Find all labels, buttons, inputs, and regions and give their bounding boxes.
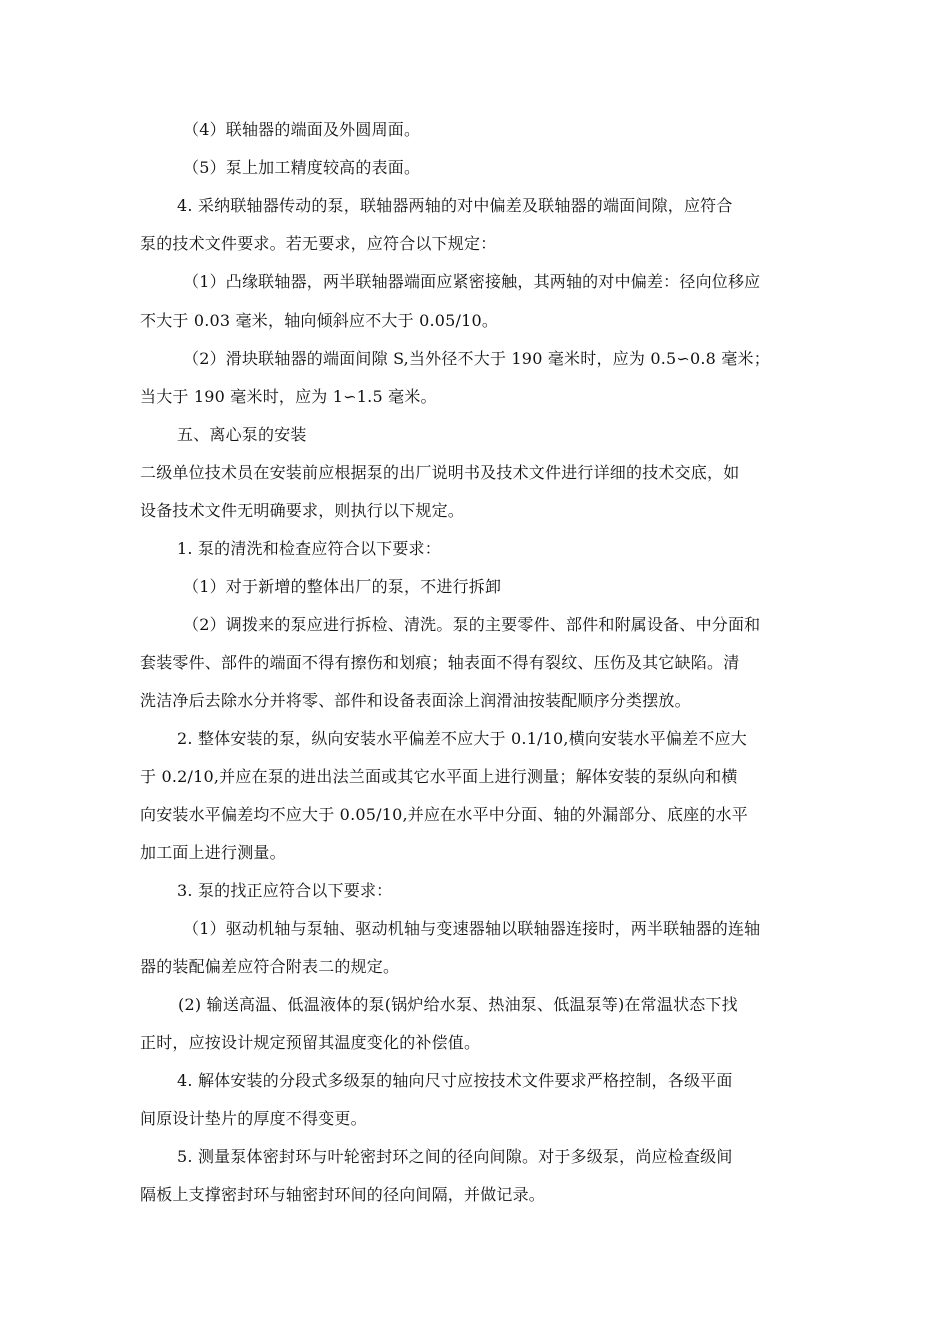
paragraph-line: 间原设计垫片的厚度不得变更。 xyxy=(140,1109,367,1128)
paragraph-line: 洗洁净后去除水分并将零、部件和设备表面涂上润滑油按装配顺序分类摆放。 xyxy=(140,691,691,710)
paragraph-line: （1）对于新增的整体出厂的泵，不进行拆卸 xyxy=(183,577,502,596)
paragraph-line: （2）调拨来的泵应进行拆检、清洗。泵的主要零件、部件和附属设备、中分面和 xyxy=(183,615,761,634)
paragraph-line: 套装零件、部件的端面不得有擦伤和划痕；轴表面不得有裂纹、压伤及其它缺陷。清 xyxy=(140,653,740,672)
paragraph-line: 二级单位技术员在安装前应根据泵的出厂说明书及技术文件进行详细的技术交底，如 xyxy=(140,463,740,482)
paragraph-line: 4. 采纳联轴器传动的泵，联轴器两轴的对中偏差及联轴器的端面间隙，应符合 xyxy=(177,196,733,215)
paragraph-line: 泵的技术文件要求。若无要求，应符合以下规定： xyxy=(140,234,497,253)
paragraph-line: 于 0.2/10,并应在泵的进出法兰面或其它水平面上进行测量；解体安装的泵纵向和横 xyxy=(140,767,738,786)
paragraph-line: 1. 泵的清洗和检查应符合以下要求： xyxy=(177,539,441,558)
paragraph-line: 5. 测量泵体密封环与叶轮密封环之间的径向间隙。对于多级泵，尚应检查级间 xyxy=(177,1147,733,1166)
paragraph-line: 3. 泵的找正应符合以下要求： xyxy=(177,881,393,900)
list-item-pump-precision-surface: （5）泵上加工精度较高的表面。 xyxy=(183,158,421,177)
paragraph-line: （1）凸缘联轴器，两半联轴器端面应紧密接触，其两轴的对中偏差：径向位移应 xyxy=(183,272,761,291)
paragraph-line: 设备技术文件无明确要求，则执行以下规定。 xyxy=(140,501,465,520)
paragraph-line: (2) 输送高温、低温液体的泵(锅炉给水泵、热油泵、低温泵等)在常温状态下找 xyxy=(178,995,738,1014)
paragraph-line: 4. 解体安装的分段式多级泵的轴向尺寸应按技术文件要求严格控制，各级平面 xyxy=(177,1071,733,1090)
paragraph-line: 当大于 190 毫米时，应为 1∽1.5 毫米。 xyxy=(140,387,437,406)
section-heading: 五、离心泵的安装 xyxy=(177,425,307,444)
paragraph-line: 向安装水平偏差均不应大于 0.05/10,并应在水平中分面、轴的外漏部分、底座的水平 xyxy=(140,805,748,824)
paragraph-line: 隔板上支撑密封环与轴密封环间的径向间隔，并做记录。 xyxy=(140,1185,546,1204)
list-item-coupling-end-face: （4）联轴器的端面及外圆周面。 xyxy=(183,120,421,139)
paragraph-line: 正时，应按设计规定预留其温度变化的补偿值。 xyxy=(140,1033,481,1052)
paragraph-line: 加工面上进行测量。 xyxy=(140,843,286,862)
paragraph-line: 器的装配偏差应符合附表二的规定。 xyxy=(140,957,400,976)
paragraph-line: （2）滑块联轴器的端面间隙 S,当外径不大于 190 毫米时，应为 0.5∽0.8 毫米； xyxy=(183,349,770,368)
paragraph-line: （1）驱动机轴与泵轴、驱动机轴与变速器轴以联轴器连接时，两半联轴器的连轴 xyxy=(183,919,761,938)
paragraph-line: 2. 整体安装的泵，纵向安装水平偏差不应大于 0.1/10,横向安装水平偏差不应大 xyxy=(177,729,747,748)
paragraph-line: 不大于 0.03 毫米，轴向倾斜应不大于 0.05/10。 xyxy=(140,311,499,330)
